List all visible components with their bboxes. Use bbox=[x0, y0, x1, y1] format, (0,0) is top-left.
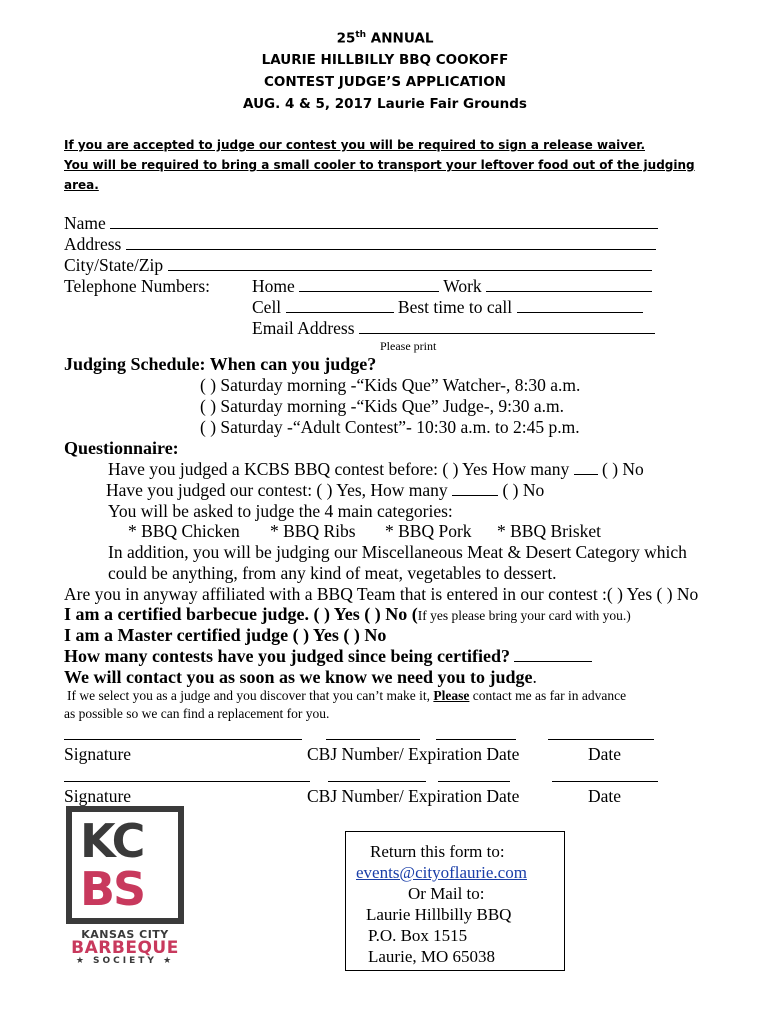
please-print-note: Please print bbox=[380, 339, 437, 353]
header-line-4: AUG. 4 & 5, 2017 Laurie Fair Grounds bbox=[243, 96, 527, 112]
notice-line-2: You will be required to bring a small cooler to transport your leftover food out of the judging bbox=[64, 158, 695, 172]
header-line-2: LAURIE HILLBILLY BBQ COOKOFF bbox=[261, 52, 509, 68]
cell-field[interactable] bbox=[286, 298, 394, 313]
category-chicken: * BBQ Chicken bbox=[128, 521, 240, 541]
return-line-6: Laurie, MO 65038 bbox=[368, 947, 496, 966]
q-master: I am a Master certified judge ( ) Yes ( ) No bbox=[64, 625, 387, 645]
address-row bbox=[64, 234, 656, 255]
q-certified: I am a certified barbecue judge. ( ) Yes ( ) No (If yes please bring your card with you.) bbox=[64, 604, 631, 624]
email-row bbox=[252, 318, 655, 339]
questionnaire-title: Questionnaire: bbox=[64, 438, 179, 458]
address-field[interactable] bbox=[126, 235, 656, 250]
signature-line-1[interactable] bbox=[64, 739, 302, 740]
date-line-1[interactable] bbox=[548, 739, 654, 740]
q-our-contest: Have you judged our contest: ( ) Yes, How many ( ) No bbox=[106, 480, 545, 500]
home-field[interactable] bbox=[299, 277, 439, 292]
name-field[interactable] bbox=[110, 214, 658, 229]
return-email-link[interactable]: events@cityoflaurie.com bbox=[356, 863, 527, 882]
cell-row bbox=[252, 297, 643, 318]
cbj-number-line-2[interactable] bbox=[328, 781, 426, 782]
return-line-5: P.O. Box 1515 bbox=[368, 926, 468, 945]
fine-print-1: If we select you as a judge and you discover that you can’t make it, Please contact me as far in advance bbox=[67, 688, 627, 703]
city-label: City/State/Zip bbox=[64, 255, 164, 275]
return-line-1: Return this form to: bbox=[370, 842, 505, 861]
date-label-2: Date bbox=[588, 786, 622, 806]
schedule-option-adult[interactable]: ( ) Saturday -“Adult Contest”- 10:30 a.m. to 2:45 p.m. bbox=[200, 417, 580, 437]
home-row bbox=[252, 276, 652, 297]
schedule-title: Judging Schedule: When can you judge? bbox=[64, 354, 377, 374]
name-row bbox=[64, 213, 658, 234]
misc-line-1: In addition, you will be judging our Miscellaneous Meat & Desert Category which bbox=[108, 542, 687, 562]
our-contest-how-many-field[interactable] bbox=[452, 481, 498, 496]
return-line-4: Laurie Hillbilly BBQ bbox=[366, 905, 512, 924]
city-row bbox=[64, 255, 652, 276]
cell-label: Cell bbox=[252, 297, 282, 317]
category-brisket: * BBQ Brisket bbox=[497, 521, 602, 541]
contact-statement: We will contact you as soon as we know we need you to judge. bbox=[64, 667, 537, 687]
header-line-3: CONTEST JUDGE’S APPLICATION bbox=[264, 74, 506, 90]
cbj-label-2: CBJ Number/ Expiration Date bbox=[307, 786, 520, 806]
logo-kansas-city: KANSAS CITY bbox=[81, 928, 169, 941]
fine-print-2: as possible so we can find a replacement for you. bbox=[64, 706, 330, 721]
email-field[interactable] bbox=[359, 319, 655, 334]
name-label: Name bbox=[64, 213, 106, 233]
kcbs-logo bbox=[66, 806, 184, 924]
contests-judged-field[interactable] bbox=[514, 647, 592, 662]
telephone-label: Telephone Numbers: bbox=[64, 276, 211, 296]
date-line-2[interactable] bbox=[552, 781, 658, 782]
best-time-field[interactable] bbox=[517, 298, 643, 313]
cbj-number-line-1[interactable] bbox=[326, 739, 420, 740]
notice-line-3: area. bbox=[64, 178, 99, 192]
return-line-3: Or Mail to: bbox=[408, 884, 485, 903]
return-info-box bbox=[345, 831, 565, 971]
expiration-line-1[interactable] bbox=[436, 739, 516, 740]
best-time-label: Best time to call bbox=[397, 297, 513, 317]
q-affiliated: Are you in anyway affiliated with a BBQ Team that is entered in our contest :( ) Yes ( ) No bbox=[64, 584, 699, 604]
city-field[interactable] bbox=[168, 256, 652, 271]
home-label: Home bbox=[252, 276, 295, 296]
work-label: Work bbox=[443, 276, 482, 296]
signature-line-2[interactable] bbox=[64, 781, 310, 782]
notice-line-1: If you are accepted to judge our contest you will be required to sign a release waiver. bbox=[64, 138, 646, 152]
schedule-option-kids-judge[interactable]: ( ) Saturday morning -“Kids Que” Judge-, 9:30 a.m. bbox=[200, 396, 565, 416]
signature-label-1: Signature bbox=[64, 744, 132, 764]
signature-label-2: Signature bbox=[64, 786, 132, 806]
category-ribs: * BBQ Ribs bbox=[270, 521, 356, 541]
work-field[interactable] bbox=[486, 277, 652, 292]
q-categories-intro: You will be asked to judge the 4 main categories: bbox=[108, 501, 453, 521]
header-line-1: 25th ANNUAL bbox=[336, 30, 434, 47]
address-label: Address bbox=[64, 234, 122, 254]
misc-line-2: could be anything, from any kind of meat, vegetables to dessert. bbox=[108, 563, 557, 583]
expiration-line-2[interactable] bbox=[438, 781, 510, 782]
logo-barbeque: BARBEQUE bbox=[71, 938, 179, 958]
cbj-label-1: CBJ Number/ Expiration Date bbox=[307, 744, 520, 764]
schedule-option-watcher[interactable]: ( ) Saturday morning -“Kids Que” Watcher-, 8:30 a.m. bbox=[200, 375, 581, 395]
email-label: Email Address bbox=[252, 318, 355, 338]
logo-bs: BS bbox=[80, 862, 145, 916]
q-kcbs-judged: Have you judged a KCBS BBQ contest before: ( ) Yes How many ( ) No bbox=[108, 459, 644, 479]
logo-kc: KC bbox=[80, 814, 144, 868]
logo-society: ★ SOCIETY ★ bbox=[75, 956, 175, 966]
q-how-many-certified: How many contests have you judged since being certified? bbox=[64, 646, 592, 667]
date-label-1: Date bbox=[588, 744, 622, 764]
kcbs-how-many-field[interactable] bbox=[574, 460, 598, 475]
category-pork: * BBQ Pork bbox=[385, 521, 472, 541]
